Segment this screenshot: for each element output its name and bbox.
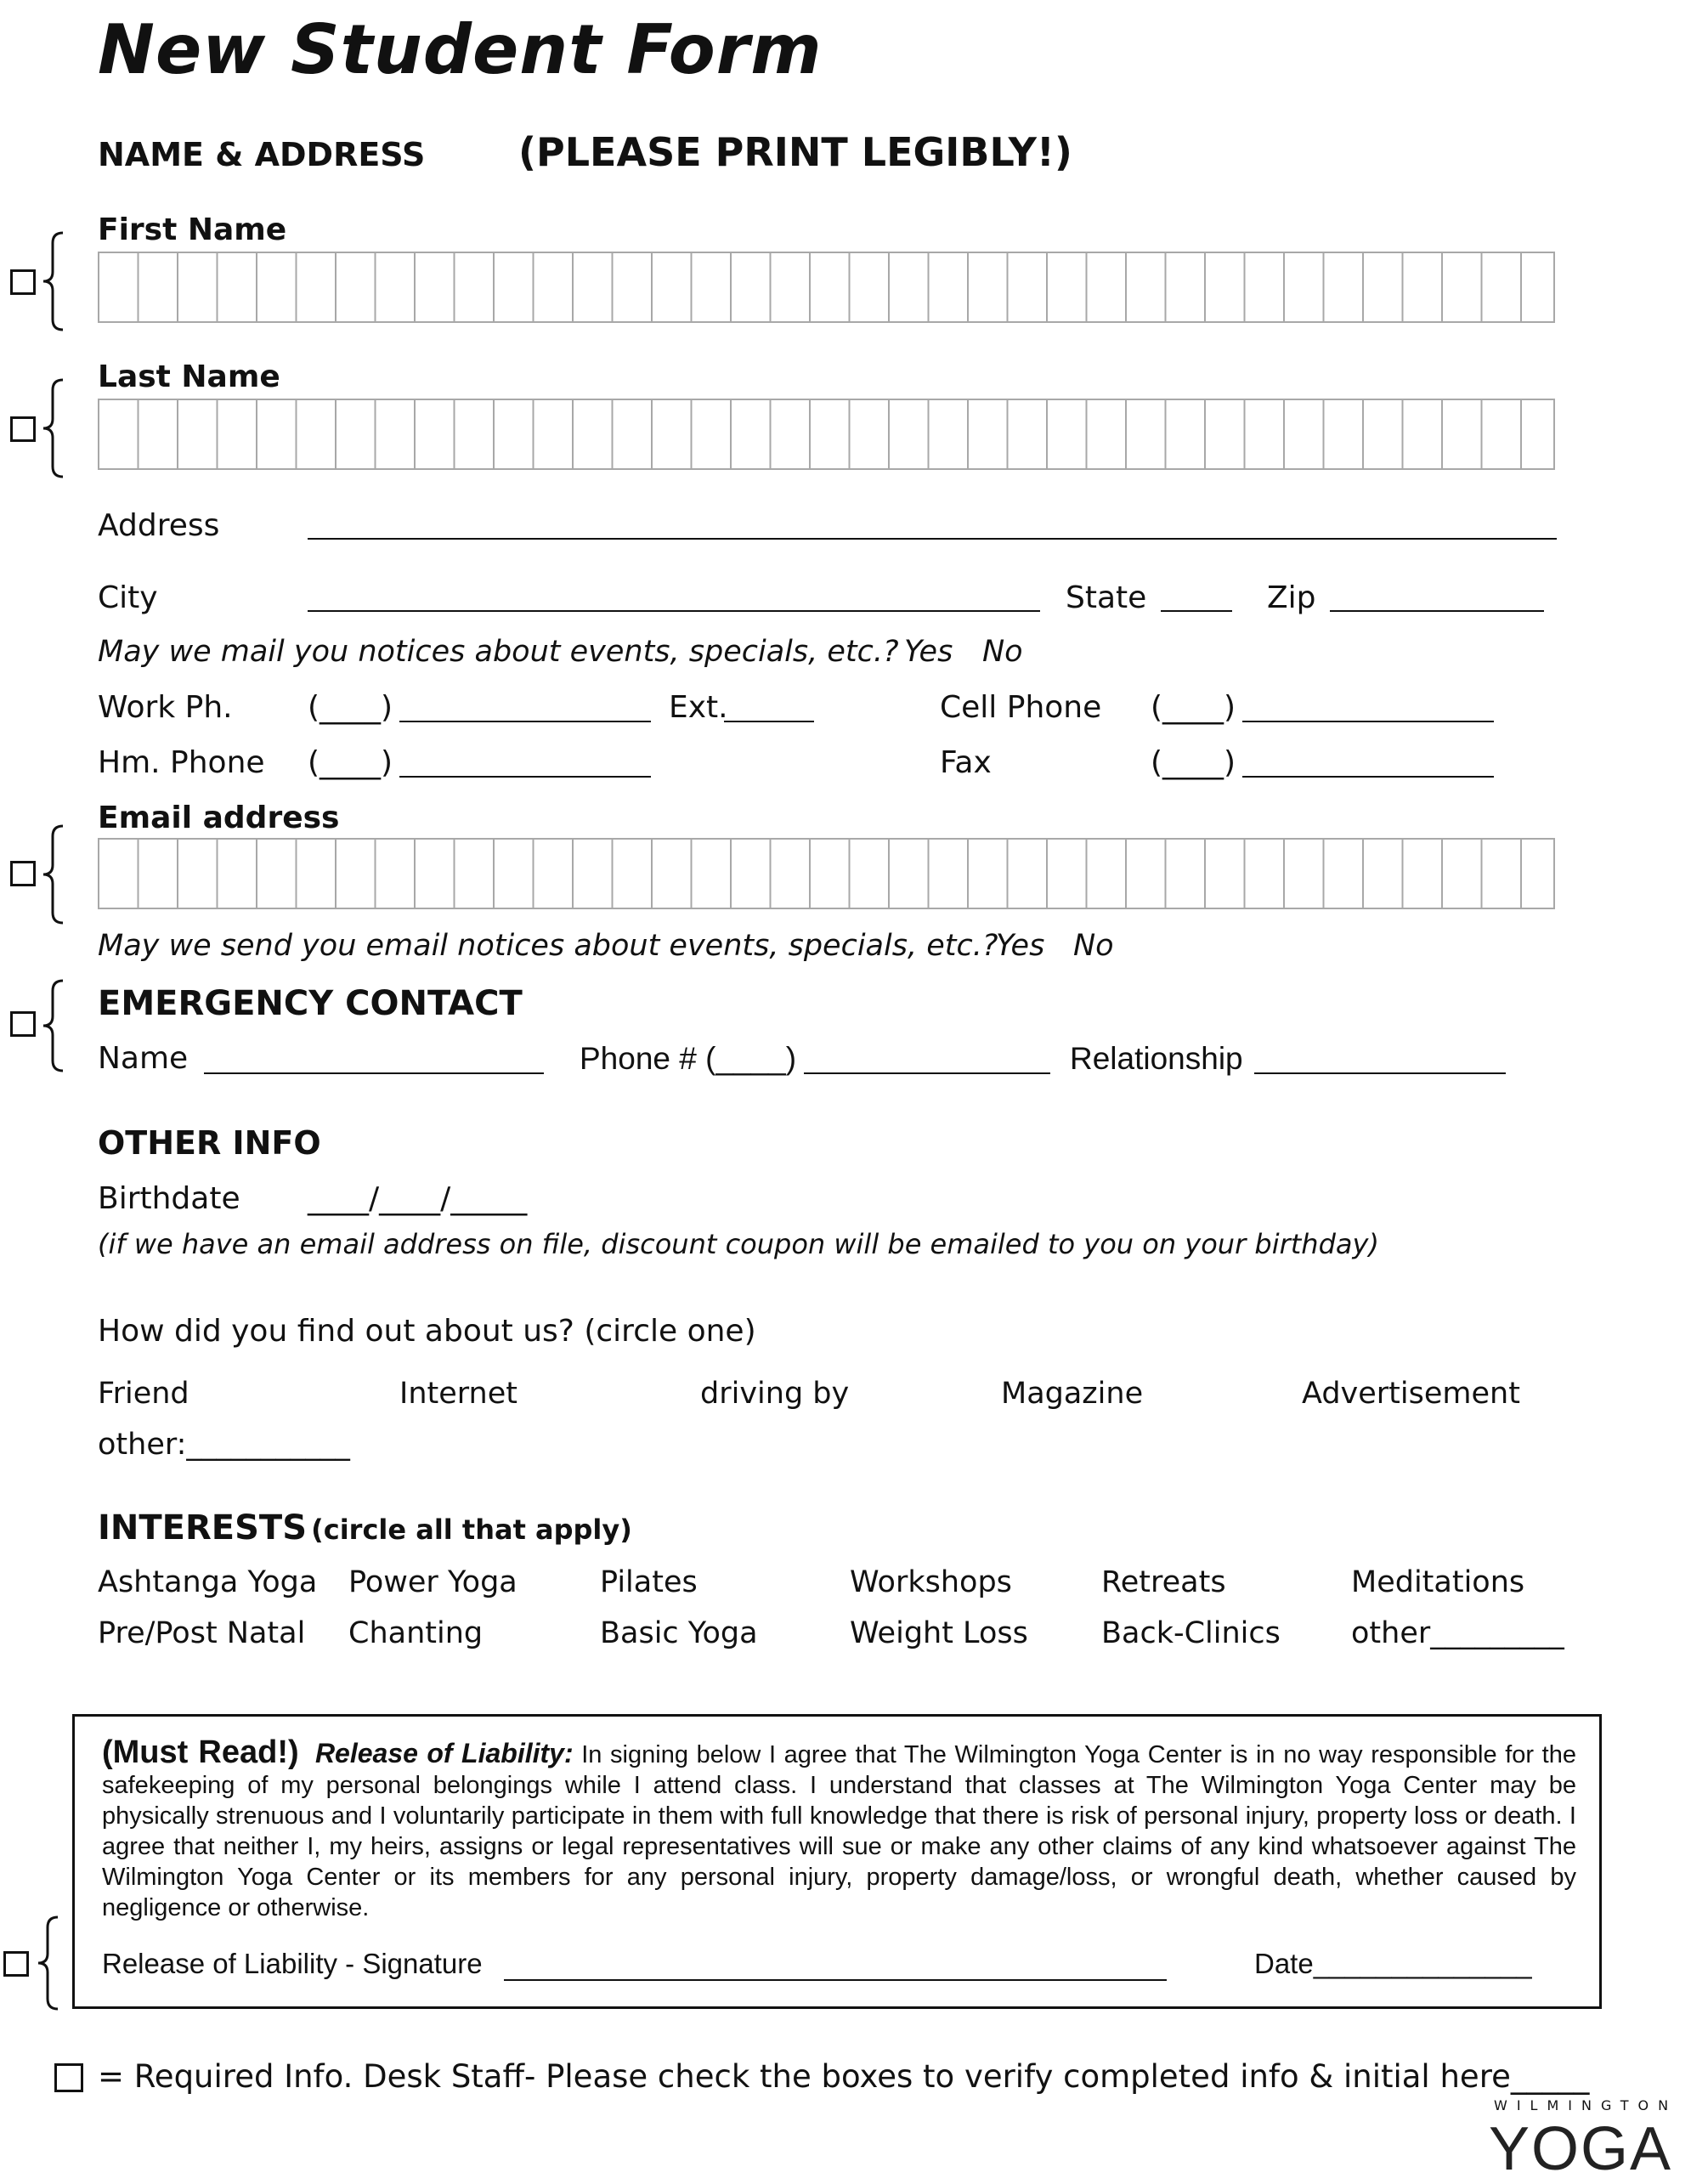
home-area-code[interactable]: (____) (308, 745, 393, 780)
name-address-heading: NAME & ADDRESS (98, 136, 426, 173)
found-option-other[interactable]: other:___________ (98, 1428, 350, 1462)
interests-heading (98, 1508, 632, 1547)
relationship-label: Relationship (1070, 1041, 1243, 1076)
found-option-friend[interactable]: Friend (98, 1377, 189, 1411)
brace-icon (41, 378, 66, 478)
last-name-verify-checkbox[interactable] (10, 416, 36, 442)
other-info-heading: OTHER INFO (98, 1124, 321, 1162)
last-name-field[interactable] (98, 399, 1555, 470)
zip-label: Zip (1267, 580, 1316, 615)
first-name-label: First Name (98, 212, 287, 247)
last-name-label: Last Name (98, 359, 280, 394)
email-field[interactable] (98, 838, 1555, 909)
state-field[interactable] (1161, 610, 1232, 612)
interest-pilates[interactable]: Pilates (600, 1565, 698, 1599)
found-option-magazine[interactable]: Magazine (1001, 1377, 1144, 1411)
email-no-option[interactable]: No (1073, 929, 1114, 963)
found-us-question: How did you find out about us? (circle one) (98, 1314, 756, 1349)
interest-meditations[interactable]: Meditations (1351, 1565, 1525, 1599)
work-phone-field[interactable] (399, 721, 651, 722)
home-phone-field[interactable] (399, 776, 651, 778)
interest-back-clinics[interactable]: Back-Clinics (1101, 1616, 1281, 1650)
interest-power-yoga[interactable]: Power Yoga (348, 1565, 517, 1599)
signature-label: Release of Liability - Signature (102, 1948, 483, 1979)
emergency-phone-label: Phone # (____) (580, 1041, 797, 1076)
must-read-label: (Must Read!) (102, 1734, 299, 1770)
interest-chanting[interactable]: Chanting (348, 1616, 484, 1650)
found-option-driving-by[interactable]: driving by (700, 1377, 850, 1411)
city-label: City (98, 580, 158, 615)
liability-paragraph (102, 1734, 1576, 1923)
signature-date-field[interactable]: Date______________ (1254, 1948, 1532, 1979)
mail-no-option[interactable]: No (982, 635, 1023, 669)
ext-field[interactable] (724, 721, 814, 722)
required-info-footer: = Required Info. Desk Staff- Please check the boxes to verify completed info & initial here_____ (98, 2058, 1590, 2095)
address-label: Address (98, 508, 220, 543)
birthdate-label: Birthdate (98, 1181, 240, 1216)
email-yes-option[interactable]: Yes (996, 929, 1045, 963)
email-label: Email address (98, 801, 340, 835)
fax-field[interactable] (1242, 776, 1494, 778)
first-name-field[interactable] (98, 252, 1555, 323)
liability-text: In signing below I agree that The Wilmington Yoga Center is in no way responsible for the safekeeping of my personal belongings while I attend class. I understand that classes at The Wilmington Yoga Center may be physically strenuous and I voluntarily participate in them with full knowledge that there is risk of personal injury, property loss or death. I agree that neither I, my heirs, assigns or legal representatives will sue or make any other claims of any kind whatsoever against The Wilmington Yoga Center or its members for any personal injury, property damage/loss, or wrongful death, whether caused by negligence or otherwise. (102, 1741, 1576, 1921)
logo-yoga: YOGA (1489, 2115, 1673, 2183)
emergency-phone-field[interactable] (804, 1072, 1050, 1074)
email-verify-checkbox[interactable] (10, 861, 36, 886)
interest-other[interactable]: other_________ (1351, 1616, 1564, 1650)
home-phone-label: Hm. Phone (98, 745, 265, 780)
interest-workshops[interactable]: Workshops (850, 1565, 1012, 1599)
form-title: New Student Form (98, 10, 823, 89)
ext-label: Ext. (669, 690, 728, 725)
print-legibly-note: (PLEASE PRINT LEGIBLY!) (518, 129, 1072, 175)
address-field[interactable] (308, 538, 1557, 540)
zip-field[interactable] (1330, 610, 1544, 612)
required-info-legend-checkbox (54, 2063, 83, 2092)
interest-retreats[interactable]: Retreats (1101, 1565, 1226, 1599)
emergency-name-label: Name (98, 1041, 189, 1076)
release-label: Release of Liability: (314, 1738, 574, 1768)
interests-subtitle: (circle all that apply) (311, 1514, 632, 1546)
found-option-advertisement[interactable]: Advertisement (1302, 1377, 1520, 1411)
emergency-name-field[interactable] (204, 1072, 544, 1074)
birthdate-field[interactable]: ____/____/_____ (308, 1181, 528, 1216)
mail-yes-option[interactable]: Yes (904, 635, 953, 669)
interest-weight-loss[interactable]: Weight Loss (850, 1616, 1028, 1650)
cell-area-code[interactable]: (____) (1151, 690, 1236, 725)
work-area-code[interactable]: (____) (308, 690, 393, 725)
birthday-coupon-note: (if we have an email address on file, discount coupon will be emailed to you on your birthday) (98, 1228, 1379, 1260)
interest-basic-yoga[interactable]: Basic Yoga (600, 1616, 758, 1650)
brace-icon (41, 979, 66, 1072)
fax-area-code[interactable]: (____) (1151, 745, 1236, 780)
brace-icon (41, 824, 66, 925)
fax-label: Fax (940, 745, 992, 780)
interest-ashtanga-yoga[interactable]: Ashtanga Yoga (98, 1565, 318, 1599)
cell-phone-label: Cell Phone (940, 690, 1102, 725)
emergency-verify-checkbox[interactable] (10, 1011, 36, 1037)
cell-phone-field[interactable] (1242, 721, 1494, 722)
found-option-internet[interactable]: Internet (399, 1377, 517, 1411)
emergency-contact-heading: EMERGENCY CONTACT (98, 984, 523, 1023)
first-name-verify-checkbox[interactable] (10, 269, 36, 295)
release-of-liability-box (72, 1714, 1602, 2009)
relationship-field[interactable] (1254, 1072, 1506, 1074)
brace-icon (36, 1915, 61, 2011)
logo-wilmington: WILMINGTON (1494, 2097, 1678, 2113)
brace-icon (41, 231, 66, 331)
signature-field[interactable] (504, 1979, 1167, 1981)
state-label: State (1066, 580, 1147, 615)
interest-pre-post-natal[interactable]: Pre/Post Natal (98, 1616, 306, 1650)
interests-title: INTERESTS (98, 1508, 307, 1547)
city-field[interactable] (308, 610, 1040, 612)
mail-notices-question: May we mail you notices about events, specials, etc.? (98, 635, 899, 669)
liability-verify-checkbox[interactable] (3, 1951, 29, 1977)
work-phone-label: Work Ph. (98, 690, 233, 725)
email-notices-question: May we send you email notices about events, specials, etc.? (98, 929, 998, 963)
